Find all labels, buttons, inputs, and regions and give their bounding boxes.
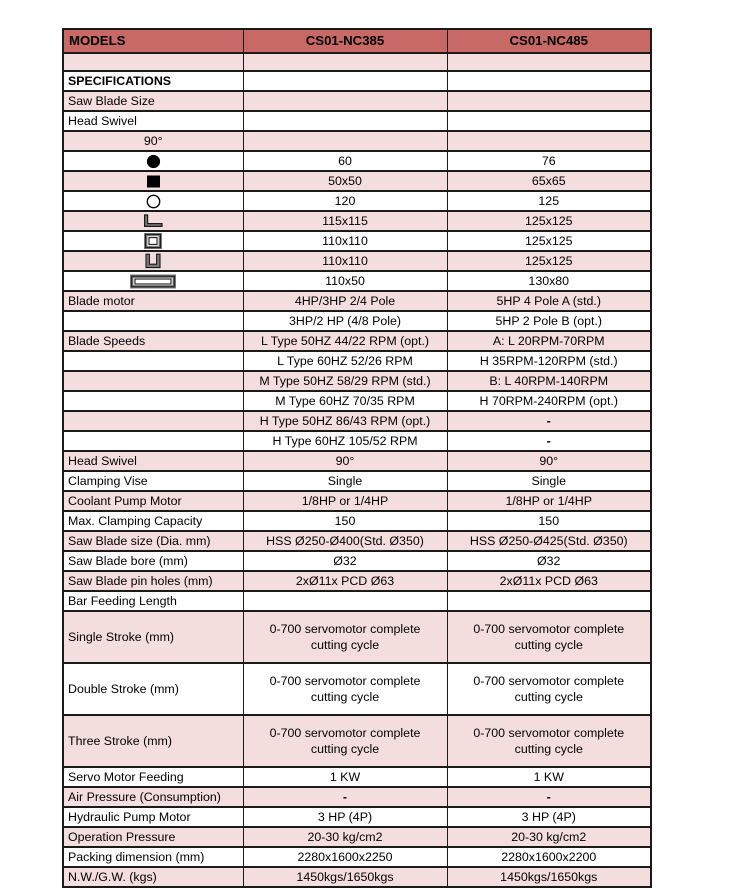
u-channel-icon: [144, 253, 162, 269]
table-row: [63, 591, 651, 611]
row-label: Servo Motor Feeding: [63, 767, 243, 787]
column-header-model-a: CS01-NC385: [243, 29, 447, 53]
value-model-a: 1/8HP or 1/4HP: [243, 491, 447, 511]
table-row: [63, 351, 651, 371]
table-row: [63, 471, 651, 491]
value-model-a: 60: [243, 151, 447, 171]
row-label: Head Swivel: [63, 111, 243, 131]
table-row: [63, 807, 651, 827]
table-row: [63, 331, 651, 351]
table-row: [63, 571, 651, 591]
row-label: Single Stroke (mm): [63, 611, 243, 663]
value-model-b: 125x125: [447, 211, 651, 231]
column-header-model-b: CS01-NC485: [447, 29, 651, 53]
value-model-b: [447, 111, 651, 131]
table-row: [63, 211, 651, 231]
row-label: [63, 411, 243, 431]
value-model-b: A: L 20RPM-70RPM: [447, 331, 651, 351]
table-row: [63, 531, 651, 551]
value-model-a: 150: [243, 511, 447, 531]
row-label: N.W./G.W. (kgs): [63, 867, 243, 887]
column-header-models: MODELS: [63, 29, 243, 53]
solid-round-bar-icon: [145, 154, 162, 169]
table-row: [63, 411, 651, 431]
value-model-b: 20-30 kg/cm2: [447, 827, 651, 847]
solid-square-bar-icon: [145, 174, 162, 189]
value-model-b: 1 KW: [447, 767, 651, 787]
row-label: Blade motor: [63, 291, 243, 311]
value-model-b: [447, 131, 651, 151]
table-row: [63, 53, 651, 71]
value-model-a: [243, 91, 447, 111]
table-row: [63, 371, 651, 391]
square-tube-icon: [144, 233, 162, 249]
rectangular-tube-icon: [130, 274, 176, 289]
angle-profile-icon: [142, 214, 164, 229]
value-model-a: H Type 60HZ 105/52 RPM: [243, 431, 447, 451]
value-model-b: B: L 40RPM-140RPM: [447, 371, 651, 391]
value-model-a: 110x110: [243, 231, 447, 251]
section-title: SPECIFICATIONS: [63, 71, 243, 91]
table-row: [63, 551, 651, 571]
row-label: Blade Speeds: [63, 331, 243, 351]
value-model-b: [447, 53, 651, 71]
value-model-a: L Type 60HZ 52/26 RPM: [243, 351, 447, 371]
table-row: [63, 491, 651, 511]
profile-shape-cell: [63, 211, 243, 231]
row-label: Saw Blade pin holes (mm): [63, 571, 243, 591]
row-label: Saw Blade size (Dia. mm): [63, 531, 243, 551]
value-model-a: M Type 50HZ 58/29 RPM (std.): [243, 371, 447, 391]
value-model-a: [243, 53, 447, 71]
value-model-b: 0-700 servomotor complete cutting cycle: [447, 611, 651, 663]
value-model-a: 90°: [243, 451, 447, 471]
value-model-a: 50x50: [243, 171, 447, 191]
value-model-a: 0-700 servomotor complete cutting cycle: [243, 715, 447, 767]
value-model-b: 125x125: [447, 231, 651, 251]
table-row: [63, 451, 651, 471]
value-model-b: 76: [447, 151, 651, 171]
row-label: Saw Blade bore (mm): [63, 551, 243, 571]
row-label: Clamping Vise: [63, 471, 243, 491]
table-row: [63, 431, 651, 451]
table-row: [63, 663, 651, 715]
specifications-sheet: [62, 28, 650, 888]
value-model-b: -: [447, 787, 651, 807]
value-model-a: HSS Ø250-Ø400(Std. Ø350): [243, 531, 447, 551]
value-model-a: 3 HP (4P): [243, 807, 447, 827]
row-label: [63, 431, 243, 451]
profile-shape-cell: [63, 251, 243, 271]
row-label: [63, 371, 243, 391]
table-row: [63, 91, 651, 111]
value-model-a: 0-700 servomotor complete cutting cycle: [243, 663, 447, 715]
value-model-b: 1/8HP or 1/4HP: [447, 491, 651, 511]
round-tube-icon: [145, 194, 162, 209]
row-label: [63, 311, 243, 331]
table-row: [63, 191, 651, 211]
table-row: [63, 715, 651, 767]
table-row: [63, 111, 651, 131]
value-model-a: [243, 111, 447, 131]
value-model-a: L Type 50HZ 44/22 RPM (opt.): [243, 331, 447, 351]
value-model-b: HSS Ø250-Ø425(Std. Ø350): [447, 531, 651, 551]
profile-shape-cell: [63, 191, 243, 211]
table-row: [63, 311, 651, 331]
value-model-b: H 35RPM-120RPM (std.): [447, 351, 651, 371]
table-row: [63, 391, 651, 411]
table-row: [63, 71, 651, 91]
table-row: [63, 251, 651, 271]
table-row: [63, 611, 651, 663]
profile-shape-cell: [63, 231, 243, 251]
row-label: Three Stroke (mm): [63, 715, 243, 767]
row-label: Air Pressure (Consumption): [63, 787, 243, 807]
table-row: [63, 291, 651, 311]
value-model-b: 0-700 servomotor complete cutting cycle: [447, 663, 651, 715]
value-model-b: 125: [447, 191, 651, 211]
value-model-b: [447, 71, 651, 91]
table-body: [63, 53, 651, 887]
table-header: [63, 29, 651, 53]
value-model-a: 110x110: [243, 251, 447, 271]
value-model-a: 3HP/2 HP (4/8 Pole): [243, 311, 447, 331]
row-label: Operation Pressure: [63, 827, 243, 847]
value-model-a: [243, 71, 447, 91]
row-label: Double Stroke (mm): [63, 663, 243, 715]
profile-shape-cell: [63, 171, 243, 191]
value-model-a: M Type 60HZ 70/35 RPM: [243, 391, 447, 411]
value-model-b: 65x65: [447, 171, 651, 191]
table-row: [63, 847, 651, 867]
value-model-a: Ø32: [243, 551, 447, 571]
row-label: Saw Blade Size: [63, 91, 243, 111]
value-model-b: 5HP 2 Pole B (opt.): [447, 311, 651, 331]
profile-shape-cell: [63, 151, 243, 171]
value-model-a: [243, 591, 447, 611]
value-model-b: 1450kgs/1650kgs: [447, 867, 651, 887]
specifications-table: [62, 28, 652, 888]
value-model-b: 0-700 servomotor complete cutting cycle: [447, 715, 651, 767]
value-model-a: 20-30 kg/cm2: [243, 827, 447, 847]
value-model-a: 0-700 servomotor complete cutting cycle: [243, 611, 447, 663]
table-row: [63, 131, 651, 151]
row-label: Head Swivel: [63, 451, 243, 471]
value-model-a: 1450kgs/1650kgs: [243, 867, 447, 887]
table-row: [63, 767, 651, 787]
row-label: [63, 391, 243, 411]
row-label: Hydraulic Pump Motor: [63, 807, 243, 827]
value-model-b: [447, 91, 651, 111]
value-model-a: H Type 50HZ 86/43 RPM (opt.): [243, 411, 447, 431]
row-label: Packing dimension (mm): [63, 847, 243, 867]
row-label: Max. Clamping Capacity: [63, 511, 243, 531]
table-header-row: [63, 29, 651, 53]
value-model-a: 2280x1600x2250: [243, 847, 447, 867]
value-model-b: Single: [447, 471, 651, 491]
table-row: [63, 867, 651, 887]
table-row: [63, 171, 651, 191]
row-label: Bar Feeding Length: [63, 591, 243, 611]
value-model-a: 2xØ11x PCD Ø63: [243, 571, 447, 591]
profile-shape-cell: [63, 271, 243, 291]
table-row: [63, 151, 651, 171]
table-row: [63, 787, 651, 807]
value-model-b: -: [447, 411, 651, 431]
row-label-swivel-angle: 90°: [63, 131, 243, 151]
value-model-b: 150: [447, 511, 651, 531]
value-model-b: [447, 591, 651, 611]
value-model-b: Ø32: [447, 551, 651, 571]
row-label: [63, 351, 243, 371]
value-model-b: H 70RPM-240RPM (opt.): [447, 391, 651, 411]
value-model-a: 115x115: [243, 211, 447, 231]
value-model-b: 90°: [447, 451, 651, 471]
table-row: [63, 511, 651, 531]
table-row: [63, 271, 651, 291]
table-row: [63, 827, 651, 847]
value-model-a: 4HP/3HP 2/4 Pole: [243, 291, 447, 311]
value-model-b: -: [447, 431, 651, 451]
value-model-a: Single: [243, 471, 447, 491]
value-model-b: 2280x1600x2200: [447, 847, 651, 867]
row-label: [63, 53, 243, 71]
value-model-b: 130x80: [447, 271, 651, 291]
row-label: Coolant Pump Motor: [63, 491, 243, 511]
value-model-a: 120: [243, 191, 447, 211]
value-model-a: [243, 131, 447, 151]
value-model-a: -: [243, 787, 447, 807]
value-model-a: 1 KW: [243, 767, 447, 787]
value-model-b: 125x125: [447, 251, 651, 271]
value-model-b: 5HP 4 Pole A (std.): [447, 291, 651, 311]
value-model-b: 3 HP (4P): [447, 807, 651, 827]
value-model-a: 110x50: [243, 271, 447, 291]
table-row: [63, 231, 651, 251]
value-model-b: 2xØ11x PCD Ø63: [447, 571, 651, 591]
